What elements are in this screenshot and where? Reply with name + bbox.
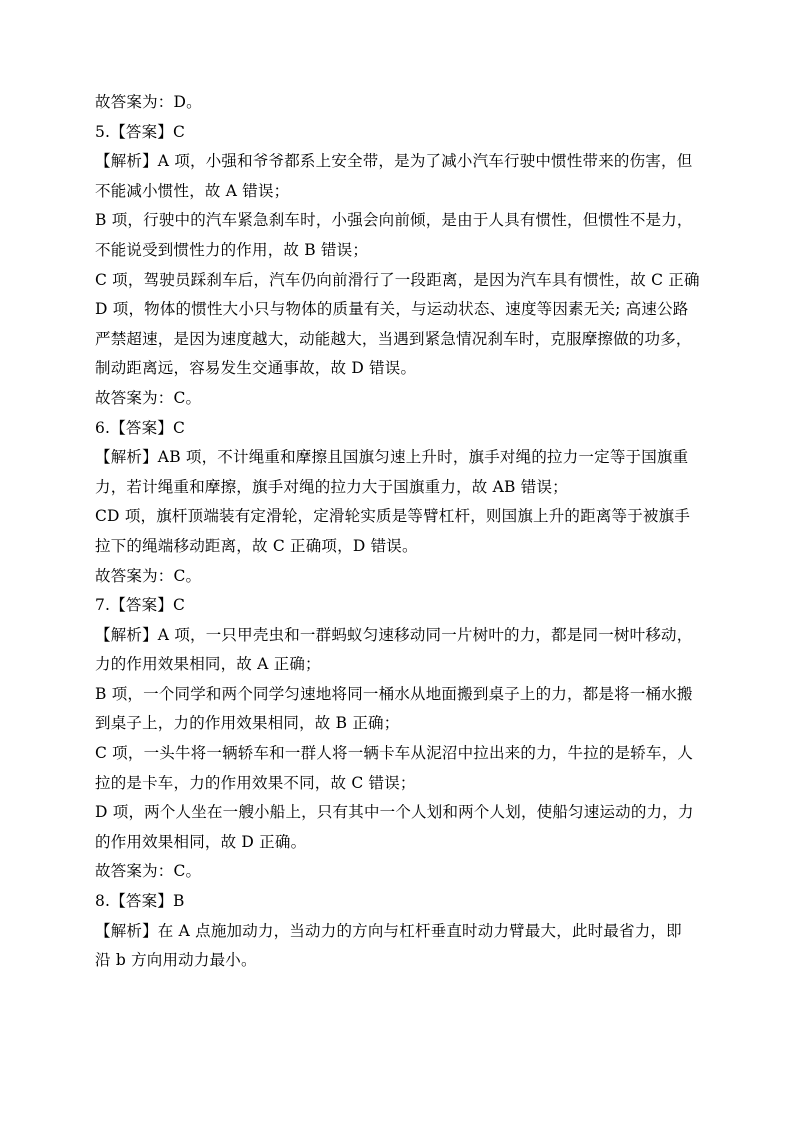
text-line: 力的作用效果相同，故 A 正确； — [95, 655, 321, 674]
text-line: B 项，行驶中的汽车紧急刹车时，小强会向前倾，是由于人具有惯性，但惯性不是力， — [95, 211, 693, 230]
text-line: B 项，一个同学和两个同学匀速地将同一桶水从地面搬到桌子上的力，都是将一桶水搬 — [95, 684, 693, 703]
text-line: 故答案为：D。 — [95, 93, 202, 111]
text-line: 沿 b 方向用动力最小。 — [95, 951, 257, 970]
text-line: 【解析】A 项，小强和爷爷都系上安全带，是为了减小汽车行驶中惯性带来的伤害，但 — [95, 152, 693, 171]
text-line: 不能说受到惯性力的作用，故 B 错误； — [95, 240, 369, 259]
text-line: 故答案为：C。 — [95, 862, 202, 881]
text-line: 【解析】AB 项，不计绳重和摩擦且国旗匀速上升时，旗手对绳的拉力一定等于国旗重 — [95, 448, 689, 467]
text-line: 故答案为：C。 — [95, 566, 202, 585]
text-line: C 项，一头牛将一辆轿车和一群人将一辆卡车从泥沼中拉出来的力，牛拉的是轿车，人 — [95, 744, 694, 763]
text-line: 力，若计绳重和摩擦，旗手对绳的拉力大于国旗重力，故 AB 错误； — [95, 477, 568, 496]
text-line: D 项，物体的惯性大小只与物体的质量有关，与运动状态、速度等因素无关; 高速公路 — [95, 300, 689, 319]
text-line: 拉的是卡车，力的作用效果不同，故 C 错误； — [95, 773, 416, 792]
text-line: CD 项，旗杆顶端装有定滑轮，定滑轮实质是等臂杠杆，则国旗上升的距离等于被旗手 — [95, 507, 691, 526]
answer-heading-6: 6.【答案】C — [95, 418, 186, 437]
text-line: 不能减小惯性，故 A 错误； — [95, 181, 290, 200]
answer-heading-7: 7.【答案】C — [95, 596, 186, 615]
text-line: 【解析】A 项，一只甲壳虫和一群蚂蚁匀速移动同一片树叶的力，都是同一树叶移动， — [95, 625, 693, 644]
text-line: 到桌子上，力的作用效果相同，故 B 正确； — [95, 714, 400, 733]
text-line: C 项，驾驶员踩刹车后，汽车仍向前滑行了一段距离，是因为汽车具有惯性，故 C 正确 — [95, 270, 700, 289]
answer-heading-5: 5.【答案】C — [95, 122, 186, 141]
text-line: 拉下的绳端移动距离，故 C 正确项，D 错误。 — [95, 536, 418, 555]
answer-document — [95, 88, 707, 976]
text-line: 【解析】在 A 点施加动力，当动力的方向与杠杆垂直时动力臂最大，此时最省力，即 — [95, 921, 682, 940]
answer-heading-8: 8.【答案】B — [95, 892, 185, 911]
text-line: 严禁超速，是因为速度越大，动能越大，当遇到紧急情况刹车时，克服摩擦做的功多， — [95, 329, 692, 348]
text-line: D 项，两个人坐在一艘小船上，只有其中一个人划和两个人划，使船匀速运动的力，力 — [95, 803, 694, 822]
text-line: 制动距离远，容易发生交通事故，故 D 错误。 — [95, 359, 417, 378]
text-line: 的作用效果相同，故 D 正确。 — [95, 832, 307, 851]
text-line: 故答案为：C。 — [95, 388, 202, 407]
